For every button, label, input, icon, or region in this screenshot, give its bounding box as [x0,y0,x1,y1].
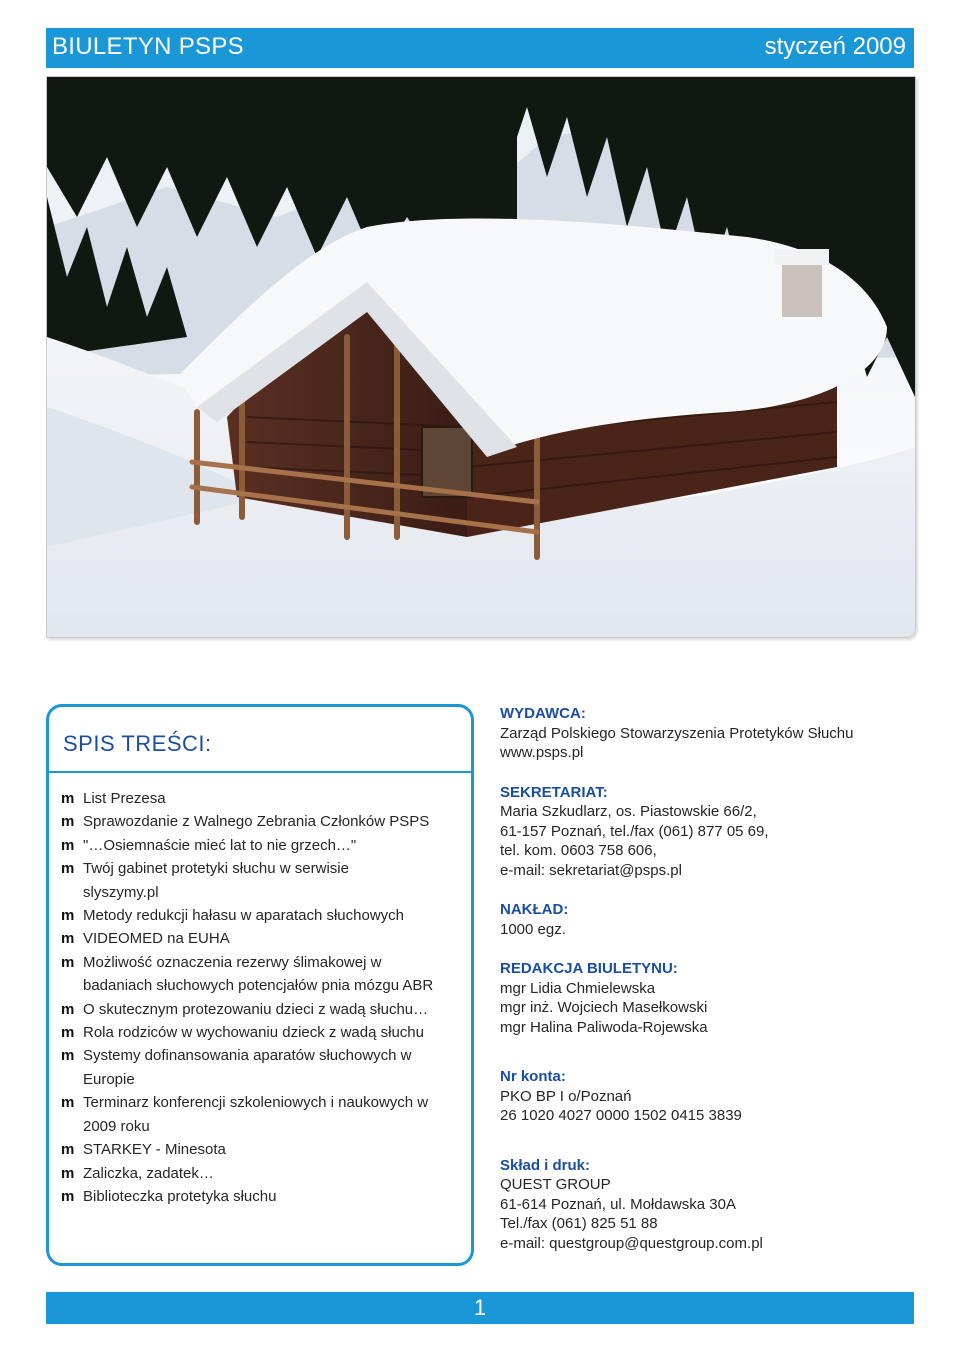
bullet-icon: m [61,930,75,948]
printer-line: 61-614 Poznań, ul. Mołdawska 30A [500,1195,736,1213]
bullet-icon: m [61,860,75,878]
bullet-icon: m [61,836,75,854]
bullet-icon: m [61,1047,75,1065]
editor-name: mgr inż. Wojciech Masełkowski [500,999,708,1016]
publisher-website: www.psps.pl [500,744,584,761]
printer-line: QUEST GROUP [500,1176,611,1193]
publication-info [500,704,914,1253]
issue-date: styczeń 2009 [764,33,906,60]
toc-item: m Rola rodziców w wychowaniu dzieck z wadą słuchu [61,1021,469,1044]
bullet-icon: m [61,1094,75,1112]
print-run-label: NAKŁAD: [500,901,569,918]
header-bar [46,28,914,68]
footer-bar [46,1292,914,1324]
bullet-icon: m [61,1164,75,1182]
bullet-icon: m [61,953,75,971]
toc-item: m STARKEY - Minesota [61,1138,469,1161]
print-run-value: 1000 egz. [500,920,566,938]
toc-item: m "…Osiemnaście mieć lat to nie grzech…" [61,834,469,857]
toc-item: m Biblioteczka protetyka słuchu [61,1185,469,1208]
toc-item: m Terminarz konferencji szkoleniowych i naukowych w 2009 roku [61,1091,469,1138]
secretariat-line: tel. kom. 0603 758 606, [500,842,657,859]
toc-item: m Sprawozdanie z Walnego Zebrania Członków PSPS [61,810,469,833]
toc-item: m Systemy dofinansowania aparatów słuchowych w Europie [61,1044,469,1091]
account-bank: PKO BP I o/Poznań [500,1087,632,1105]
publisher-name: Zarząd Polskiego Stowarzyszenia Protetyków Słuchu [500,724,854,742]
bullet-icon: m [61,907,75,925]
editor-name: mgr Lidia Chmielewska [500,979,656,997]
publisher-label: WYDAWCA: [500,705,586,722]
toc-list [61,787,469,1208]
print-label: Skład i druk: [500,1156,591,1174]
printer-line: Tel./fax (061) 825 51 88 [500,1215,658,1232]
secretariat-line: 61-157 Poznań, tel./fax (061) 877 05 69, [500,822,769,840]
toc-title: SPIS TREŚCI: [63,731,212,756]
bullet-icon: m [61,1000,75,1018]
bullet-icon: m [61,1024,75,1042]
secretariat-line: Maria Szkudlarz, os. Piastowskie 66/2, [500,803,757,820]
account-number: 26 1020 4027 0000 1502 0415 3839 [500,1107,742,1124]
toc-item: m VIDEOMED na EUHA [61,927,469,950]
toc-item: m Metody redukcji hałasu w aparatach słuchowych [61,904,469,927]
secretariat-email: e-mail: sekretariat@psps.pl [500,861,682,879]
toc-item: m Zaliczka, zadatek… [61,1162,469,1185]
printer-email: e-mail: questgroup@questgroup.com.pl [500,1234,763,1252]
account-label: Nr konta: [500,1068,566,1085]
table-of-contents [46,704,474,1266]
toc-item: m O skutecznym protezowaniu dzieci z wadą słuchu… [61,998,469,1021]
toc-divider [49,771,471,773]
editor-name: mgr Halina Paliwoda-Rojewska [500,1018,708,1036]
bullet-icon: m [61,1141,75,1159]
bullet-icon: m [61,813,75,831]
bulletin-title: BIULETYN PSPS [52,33,244,60]
page-number: 1 [473,1295,487,1320]
secretariat-label: SEKRETARIAT: [500,783,608,801]
toc-item: m List Prezesa [61,787,469,810]
bullet-icon: m [61,1187,75,1205]
toc-item: m Twój gabinet protetyki słuchu w serwisie slyszymy.pl [61,857,469,904]
snow-cabin-photo [46,76,916,638]
editorial-label: REDAKCJA BIULETYNU: [500,960,678,977]
bullet-icon: m [61,790,75,807]
toc-item: m Możliwość oznaczenia rezerwy ślimakowej w badaniach słuchowych potencjałów pnia mózgu ABR [61,951,469,998]
